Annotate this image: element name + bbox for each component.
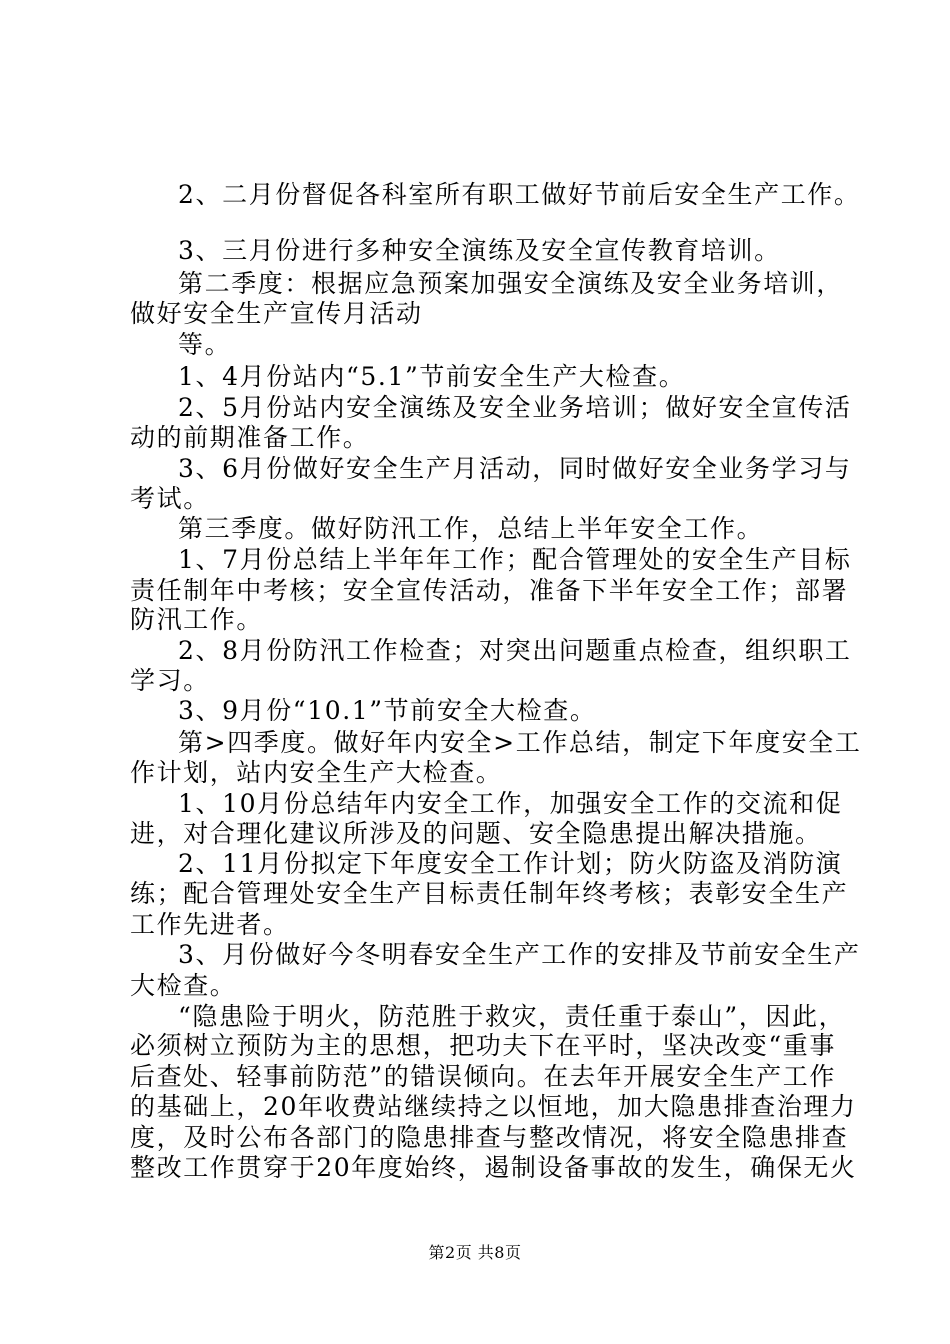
text-line: 作计划，站内安全生产大检查。 xyxy=(130,758,503,787)
text-line: “隐患险于明火，防范胜于救灾，责任重于泰山”，因此， xyxy=(178,1002,846,1031)
text-line: 1、10月份总结年内安全工作，加强安全工作的交流和促 xyxy=(178,789,843,818)
text-line: 防汛工作。 xyxy=(130,605,264,634)
text-line: 第三季度。做好防汛工作，总结上半年安全工作。 xyxy=(178,514,764,543)
text-line: 考试。 xyxy=(130,484,210,513)
text-line: 的基础上，20年收费站继续持之以恒地，加大隐患排查治理力 xyxy=(130,1092,857,1121)
text-line: 度，及时公布各部门的隐患排查与整改情况，将安全隐患排查 xyxy=(130,1123,849,1152)
text-line: 第>四季度。做好年内安全>工作总结，制定下年度安全工 xyxy=(178,728,862,757)
text-line: 3、月份做好今冬明春安全生产工作的安排及节前安全生产 xyxy=(178,940,861,969)
text-line: 1、4月份站内“5.1”节前安全生产大检查。 xyxy=(178,362,686,391)
text-line: 第二季度：根据应急预案加强安全演练及安全业务培训， xyxy=(178,269,844,298)
text-line: 等。 xyxy=(178,330,232,359)
text-line: 学习。 xyxy=(130,666,210,695)
text-line: 2、8月份防汛工作检查；对突出问题重点检查，组织职工 xyxy=(178,636,852,665)
text-line: 3、6月份做好安全生产月活动，同时做好安全业务学习与 xyxy=(178,454,852,483)
text-line: 2、二月份督促各科室所有职工做好节前后安全生产工作。 xyxy=(178,180,861,209)
text-line: 动的前期准备工作。 xyxy=(130,423,370,452)
page-footer: 第2页 共8页 xyxy=(428,1243,522,1262)
text-line: 2、11月份拟定下年度安全工作计划；防火防盗及消防演 xyxy=(178,849,843,878)
text-line: 大检查。 xyxy=(130,971,237,1000)
text-line: 1、7月份总结上半年年工作；配合管理处的安全生产目标 xyxy=(178,545,852,574)
text-line: 练；配合管理处安全生产目标责任制年终考核；表彰安全生产 xyxy=(130,879,849,908)
text-line: 整改工作贯穿于20年度始终，遏制设备事故的发生，确保无火 xyxy=(130,1153,857,1182)
text-line: 责任制年中考核；安全宣传活动，准备下半年安全工作；部署 xyxy=(130,576,849,605)
text-line: 2、5月份站内安全演练及安全业务培训；做好安全宣传活 xyxy=(178,393,852,422)
text-line: 3、三月份进行多种安全演练及安全宣传教育培训。 xyxy=(178,236,781,265)
text-line: 工作先进者。 xyxy=(130,910,290,939)
text-line: 3、9月份“10.1”节前安全大检查。 xyxy=(178,696,597,725)
text-line: 必须树立预防为主的思想，把功夫下在平时，坚决改变“重事 xyxy=(130,1031,836,1060)
text-line: 做好安全生产宣传月活动 xyxy=(130,299,423,328)
text-line: 进，对合理化建议所涉及的问题、安全隐患提出解决措施。 xyxy=(130,819,822,848)
text-line: 后查处、轻事前防范”的错误倾向。在去年开展安全生产工作 xyxy=(130,1062,836,1091)
